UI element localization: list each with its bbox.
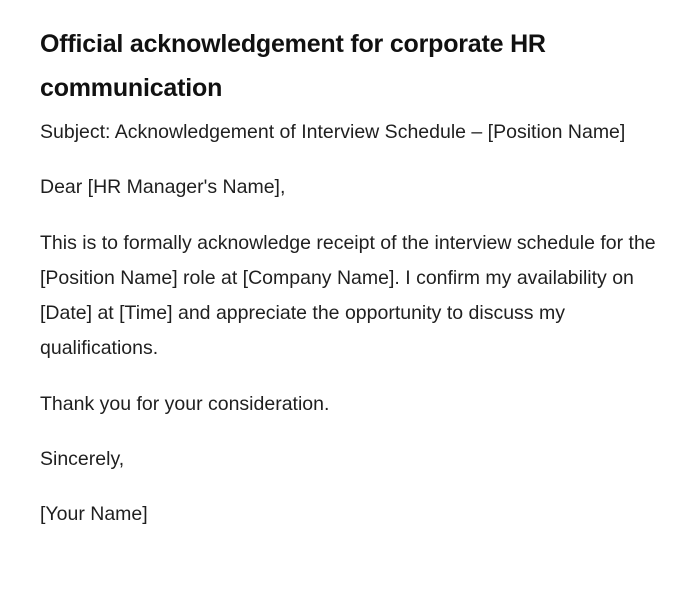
closing-line: Sincerely, [40,448,125,471]
thanks-line: Thank you for your consideration. [40,392,330,415]
subject-line: Subject: Acknowledgement of Interview Schedule – [Position Name] [40,121,626,143]
body-paragraph: This is to formally acknowledge receipt of the interview schedule for the [Position Name] role at [Company Name]. I confirm my availability on [Date] at [Time] and appreciate the opportunity to discuss my qualifications. [40,231,656,360]
document-title: Official acknowledgement for corporate HR communication [40,30,546,102]
signature-line: [Your Name] [40,503,148,526]
salutation: Dear [HR Manager's Name], [40,176,286,199]
